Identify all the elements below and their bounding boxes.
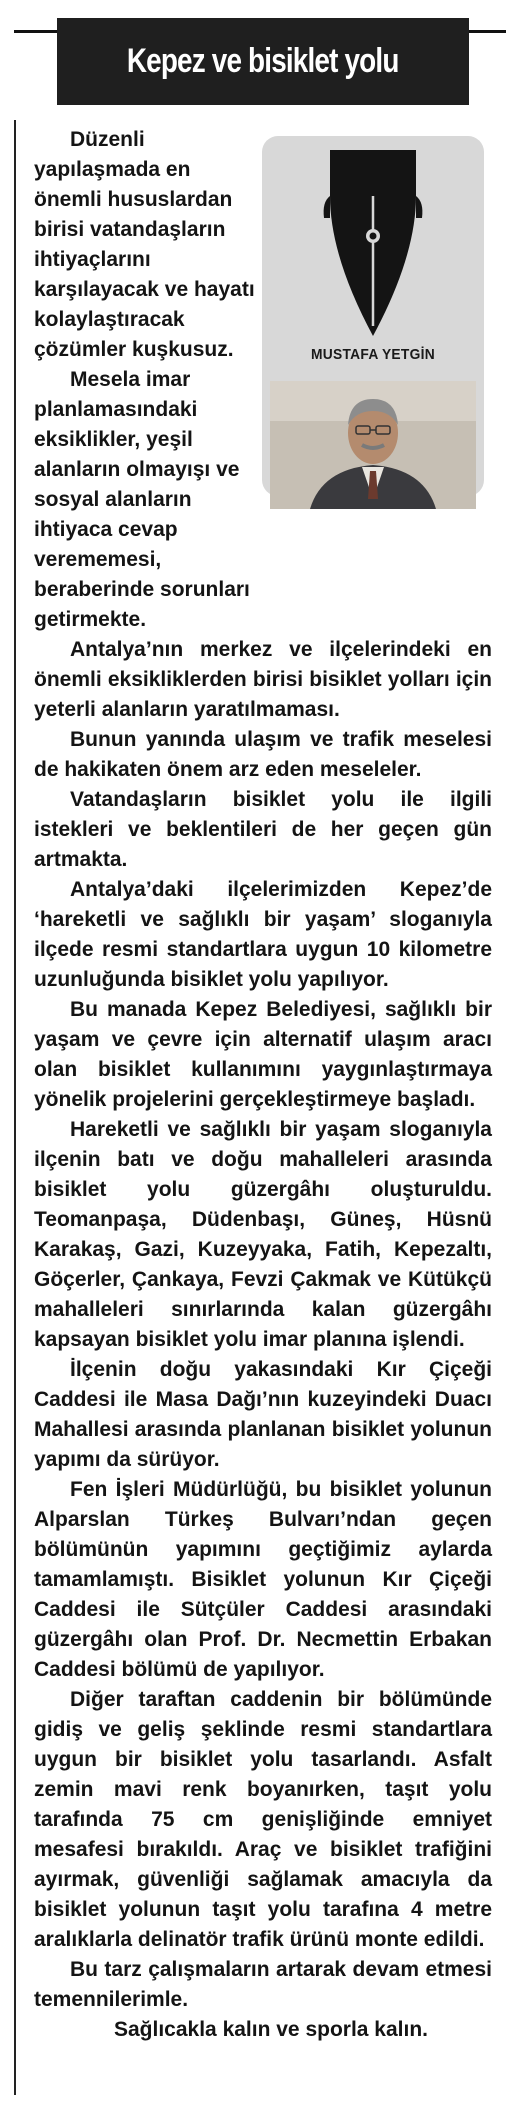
paragraph: Antalya’nın merkez ve ilçelerindeki en önemli eksikliklerden birisi bisiklet yolları için yeterli alanların yaratılmaması. (34, 638, 492, 721)
author-name: MUSTAFA YETGİN (311, 346, 435, 363)
column-rule (14, 120, 16, 2095)
article-body (34, 635, 492, 2045)
fountain-pen-icon (262, 136, 484, 346)
paragraph: İlçenin doğu yakasındaki Kır Çiçeği Caddesi ile Masa Dağı’nın kuzeyindeki Duacı Mahallesi arasında planlanan bisiklet yolunun yapımı da sürüyor. (34, 1358, 492, 1471)
paragraph: Vatandaşların bisiklet yolu ile ilgili istekleri ve beklentileri de her geçen gün artmakta. (34, 788, 492, 871)
paragraph: Fen İşleri Müdürlüğü, bu bisiklet yolunun Alparslan Türkeş Bulvarı’ndan geçen bölümünün yapımını geçtiğimiz aylarda tamamlamıştı. Bisiklet yolunun Kır Çiçeği Caddesi ile Sütçüler Caddesi arasındaki güzergâhı olan Prof. Dr. Necmettin Erbakan Caddesi bölümü de yapılıyor. (34, 1478, 492, 1681)
signoff: Sağlıcakla kalın ve sporla kalın. (114, 2018, 428, 2041)
paragraph: Düzenli yapılaşmada en önemli hususlardan birisi vatandaşların ihtiyaçlarını karşılayacak ve hayatı kolaylaştıracak çözümler kuşkusuz. (34, 128, 255, 361)
paragraph: Antalya’daki ilçelerimizden Kepez’de ‘hareketli ve sağlıklı bir yaşam’ sloganıyla ilçede resmi standartlara uygun 10 kilometre uzunluğunda bisiklet yolu yapılıyor. (34, 878, 492, 991)
paragraph: Diğer taraftan caddenin bir bölümünde gidiş ve geliş şeklinde resmi standartlara uygun bir bisiklet yolu tasarlandı. Asfalt zemin mavi renk boyanırken, taşıt yolu tarafında 75 cm genişliğinde emniyet mesafesi bırakıldı. Araç ve bisiklet trafiğini ayırmak, güvenliği sağlamak amacıyla da bisiklet yolunun taşıt yolu tarafına 4 metre aralıklarla delinatör trafik ürünü monte edildi. (34, 1688, 492, 1951)
paragraph: Mesela imar planlamasındaki eksiklikler, yeşil alanların olmayışı ve sosyal alanların ihtiyaca cevap verememesi, beraberinde sorunları getirmekte. (34, 368, 250, 631)
narrow-column (34, 125, 262, 635)
paragraph: Bunun yanında ulaşım ve trafik meselesi de hakikaten önem arz eden meseleler. (34, 728, 492, 781)
paragraph: Bu tarz çalışmaların artarak devam etmesi temennilerimle. (34, 1958, 492, 2011)
paragraph: Bu manada Kepez Belediyesi, sağlıklı bir yaşam ve çevre için alternatif ulaşım aracı olan bisiklet kullanımını yaygınlaştırmaya yönelik projelerini gerçekleştirmeye başladı. (34, 998, 492, 1111)
columnist-box (262, 136, 484, 496)
title-bar (57, 18, 469, 105)
author-photo (270, 381, 476, 509)
article-title: Kepez ve bisiklet yolu (127, 42, 399, 80)
paragraph: Hareketli ve sağlıklı bir yaşam sloganıyla ilçenin batı ve doğu mahalleleri arasında bisiklet yolu güzergâhı oluşturuldu. Teomanpaşa, Düdenbaşı, Güneş, Hüsnü Karakaş, Gazi, Kuzeyyaka, Fatih, Kepezaltı, Göçerler, Çankaya, Fevzi Çakmak ve Kütükçü mahalleleri sınırlarında kalan güzergâhı kapsayan bisiklet yolu imar planına işlendi. (34, 1118, 492, 1351)
